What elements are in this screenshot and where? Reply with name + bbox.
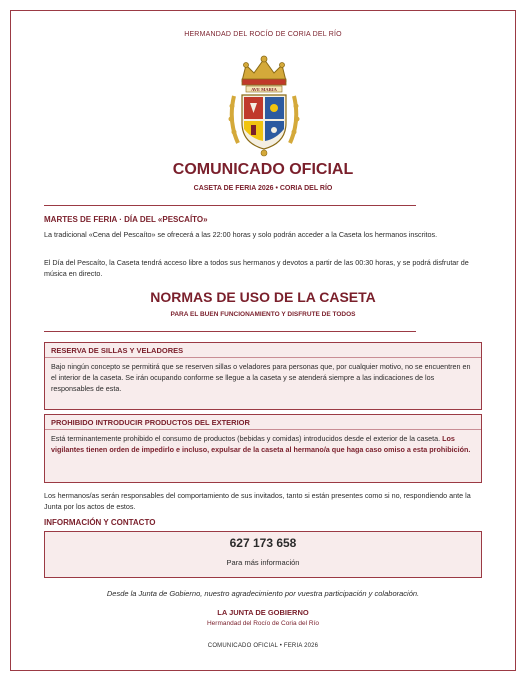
pescaito-paragraph-2: El Día del Pescaíto, la Caseta tendrá acceso libre a todos sus hermanos y devotos a partir de las 00:30 horas, y se podrá disfrutar de música en directo. [44,258,469,278]
hermandad-crest-emblem [224,51,304,161]
phone-note: Para más información [226,558,300,567]
prohibido-text: Está terminantemente prohibido el consumo de productos (bebidas y comidas) introducidos desde el exterior de la caseta. [51,434,441,443]
prohibido-box [44,414,482,483]
page-subtitle: CASETA DE FERIA 2026 • CORIA DEL RÍO [193,185,333,192]
crest-motto: AVE MARIA [251,87,277,92]
reserva-box [44,342,482,410]
box-divider [45,429,481,430]
signature-subtitle: Hermandad del Rocío de Coria del Río [206,620,319,627]
normas-subtitle: PARA EL BUEN FUNCIONAMIENTO Y DISFRUTE DE TODOS [170,311,356,318]
prohibido-warning: Los vigilantes tienen orden de impedirlo e incluso, expulsar de la caseta al hermano/a que haga caso omiso a esta prohibición. [51,434,471,454]
page-footer: COMUNICADO OFICIAL • FERIA 2026 [207,643,319,649]
thanks-message: Desde la Junta de Gobierno, nuestro agradecimiento por vuestra participación y colaboración. [106,589,420,598]
contact-box [44,531,482,578]
divider [44,331,416,332]
divider [44,205,416,206]
signature-title: LA JUNTA DE GOBIERNO [217,608,309,617]
reserva-text: Bajo ningún concepto se permitirá que se reserven sillas o veladores para personas que, por cualquier motivo, no se encuentren en el interior de la caseta. Se irán ocupando conforme se llegue a la caseta y se atenderá siempre a las indicaciones de los responsables de esta. [51,362,471,393]
document-page [10,10,516,671]
reserva-title: RESERVA DE SILLAS Y VELADORES [51,346,184,355]
page-title: COMUNICADO OFICIAL [172,161,354,178]
pescaito-heading: MARTES DE FERIA · DÍA DEL «PESCAÍTO» [44,215,208,224]
organization-header: HERMANDAD DEL ROCÍO DE CORIA DEL RÍO [184,31,342,38]
responsables-text: Los hermanos/as serán responsables del comportamiento de sus invitados, tanto si están presentes como si no, respondiendo ante la Junta por los actos de estos. [44,491,471,511]
normas-title: NORMAS DE USO DE LA CASETA [150,289,376,305]
box-divider [45,357,481,358]
pescaito-paragraph-1: La tradicional «Cena del Pescaíto» se ofrecerá a las 22:00 horas y solo podrán acceder a la Caseta los hermanos inscritos. [44,230,438,239]
prohibido-text-block [51,433,475,455]
phone-number[interactable]: 627 173 658 [229,536,297,550]
prohibido-title: PROHIBIDO INTRODUCIR PRODUCTOS DEL EXTERIOR [51,418,250,427]
contacto-heading: INFORMACIÓN Y CONTACTO [44,518,156,527]
